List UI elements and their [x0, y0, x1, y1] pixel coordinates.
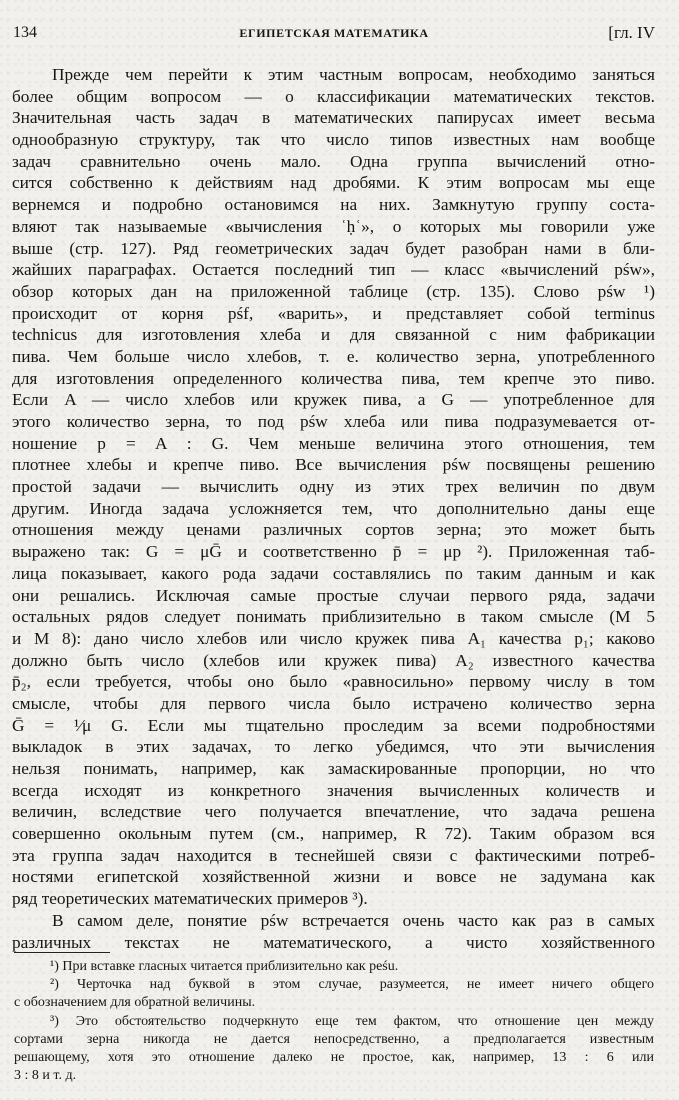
page-header: [13, 22, 655, 44]
footnote-line: ¹) При вставке гласных читается приблизительно как peśu.: [50, 959, 399, 974]
text-line: остальных рядов следует понимать приблизительно в таком смысле (M 5: [12, 607, 655, 627]
text-line: выражено так: G = μḠ и соответственно p̄ = μp ²). Приложенная таб-: [12, 542, 655, 562]
text-line: этого количество зерна, то под pśw хлеба или пива подразумевается от-: [12, 412, 655, 431]
text-line: выкладок в этих задачах, то легко убедимся, что эти вычисления: [12, 737, 655, 757]
body-text: [12, 64, 655, 953]
text-line: задач сравнительно очень мало. Одна группа вычислений отно-: [12, 151, 655, 171]
text-line: смысле, чтобы для первого числа было истрачено количество зерна: [12, 693, 655, 713]
text-line: однообразную структуру, так что число типов известных нам вообще: [12, 130, 655, 150]
text-line: В самом деле, понятие pśw встречается очень часто как раз в самых: [52, 910, 655, 930]
text-line: должно быть число (хлебов или кружек пива) A₂ известного качества: [12, 650, 655, 670]
footnote-divider: [14, 952, 110, 953]
text-line: ряд теоретических математических примеров ³).: [12, 889, 368, 909]
text-line: Если A — число хлебов или кружек пива, а G — употребленное для: [12, 390, 655, 410]
footnote-line: ²) Черточка над буквой в этом случае, разумеется, не имеет ничего общего: [50, 977, 654, 993]
text-line: они решались. Исключая самые простые случаи первого ряда, задачи: [12, 585, 655, 605]
text-line: сится собственно к действиям над дробями. К этим вопросам мы еще: [12, 173, 655, 193]
text-line: technicus для изготовления хлеба и для связанной с ним фабрикации: [12, 325, 655, 345]
text-line: эта группа задач находится в теснейшей связи с фактическими потреб-: [12, 845, 655, 865]
text-line: Прежде чем перейти к этим частным вопросам, необходимо заняться: [52, 65, 655, 84]
text-line: для изготовления определенного количества пива, тем крепче это пиво.: [12, 368, 655, 388]
text-line: обзор которых дан на приложенной таблице (стр. 135). Слово pśw ¹): [12, 281, 655, 301]
text-line: различных текстах не математического, а чисто хозяйственного: [12, 932, 655, 952]
text-line: пива. Чем больше число хлебов, т. е. количество зерна, употребленного: [12, 346, 655, 366]
footnote-line: сортами зерна никогда не дается непосредственно, а предполагается известным: [14, 1031, 654, 1047]
text-line: другим. Иногда задача усложняется тем, что дополнительно даны еще: [12, 498, 655, 518]
footnote-line: с обозначением для обратной величины.: [14, 995, 256, 1011]
text-line: ностями египетской хозяйственной жизни и вовсе не задумана как: [12, 867, 655, 887]
text-line: величин, вследствие чего получается впечатление, что задача решена: [12, 802, 655, 822]
text-line: происходит от корня pśf, «варить», и представляет собой terminus: [12, 303, 655, 323]
footnote-line: 3 : 8 и т. д.: [14, 1068, 77, 1084]
text-line: более общим вопросом — о классификации математических текстов.: [12, 86, 655, 106]
text-line: простой задачи — вычислить одну из этих трех величин по двум: [12, 477, 655, 497]
text-line: Значительная часть задач в математических папирусах имеет весьма: [12, 108, 655, 128]
footnotes: [14, 958, 654, 1085]
text-line: лица показывает, какого рода задачи составлялись по таким данным и как: [12, 563, 655, 583]
text-line: Ḡ = ¹⁄μ G. Если мы тщательно проследим за всеми подробностями: [12, 715, 655, 735]
text-line: жайших параграфах. Остается последний тип — класс «вычислений pśw»,: [12, 260, 655, 280]
text-line: отношения между ценами различных сортов зерна; это может быть: [12, 520, 655, 540]
text-line: и M 8): дано число хлебов или число кружек пива A₁ качества p₁; каково: [12, 628, 655, 648]
chapter-label: [гл. IV: [608, 23, 655, 42]
text-line: ношение p = A : G. Чем меньше величина этого отношения, тем: [12, 433, 655, 453]
page-number: 134: [13, 24, 37, 41]
text-line: p̄₂, если требуется, чтобы оно было «равносильно» первому числу в том: [12, 672, 655, 692]
text-line: вернемся и подробно остановимся на них. Замкнутую группу соста-: [12, 195, 655, 215]
text-line: нельзя понимать, например, как замаскированные пропорции, но что: [12, 759, 655, 778]
footnote-line: решающему, хотя это отношение далеко не простое, как, например, 13 : 6 или: [14, 1049, 654, 1065]
text-line: всегда исходят из конкретного значения вычисленных количеств и: [12, 780, 655, 800]
text-line: вляют так называемые «вычисления ʿḥʿ», о которых мы говорили уже: [12, 216, 655, 236]
text-line: совершенно окольным путем (см., например, R 72). Таким образом вся: [12, 824, 655, 844]
footnote-line: ³) Это обстоятельство подчеркнуто еще тем фактом, что отношение цен между: [50, 1013, 654, 1029]
running-title: ЕГИПЕТСКАЯ МАТЕМАТИКА: [239, 26, 429, 40]
text-line: выше (стр. 127). Ряд геометрических задач будет разобран нами в бли-: [12, 238, 655, 258]
text-line: плотнее хлебы и крепче пиво. Все вычисления pśw посвящены решению: [12, 455, 655, 475]
